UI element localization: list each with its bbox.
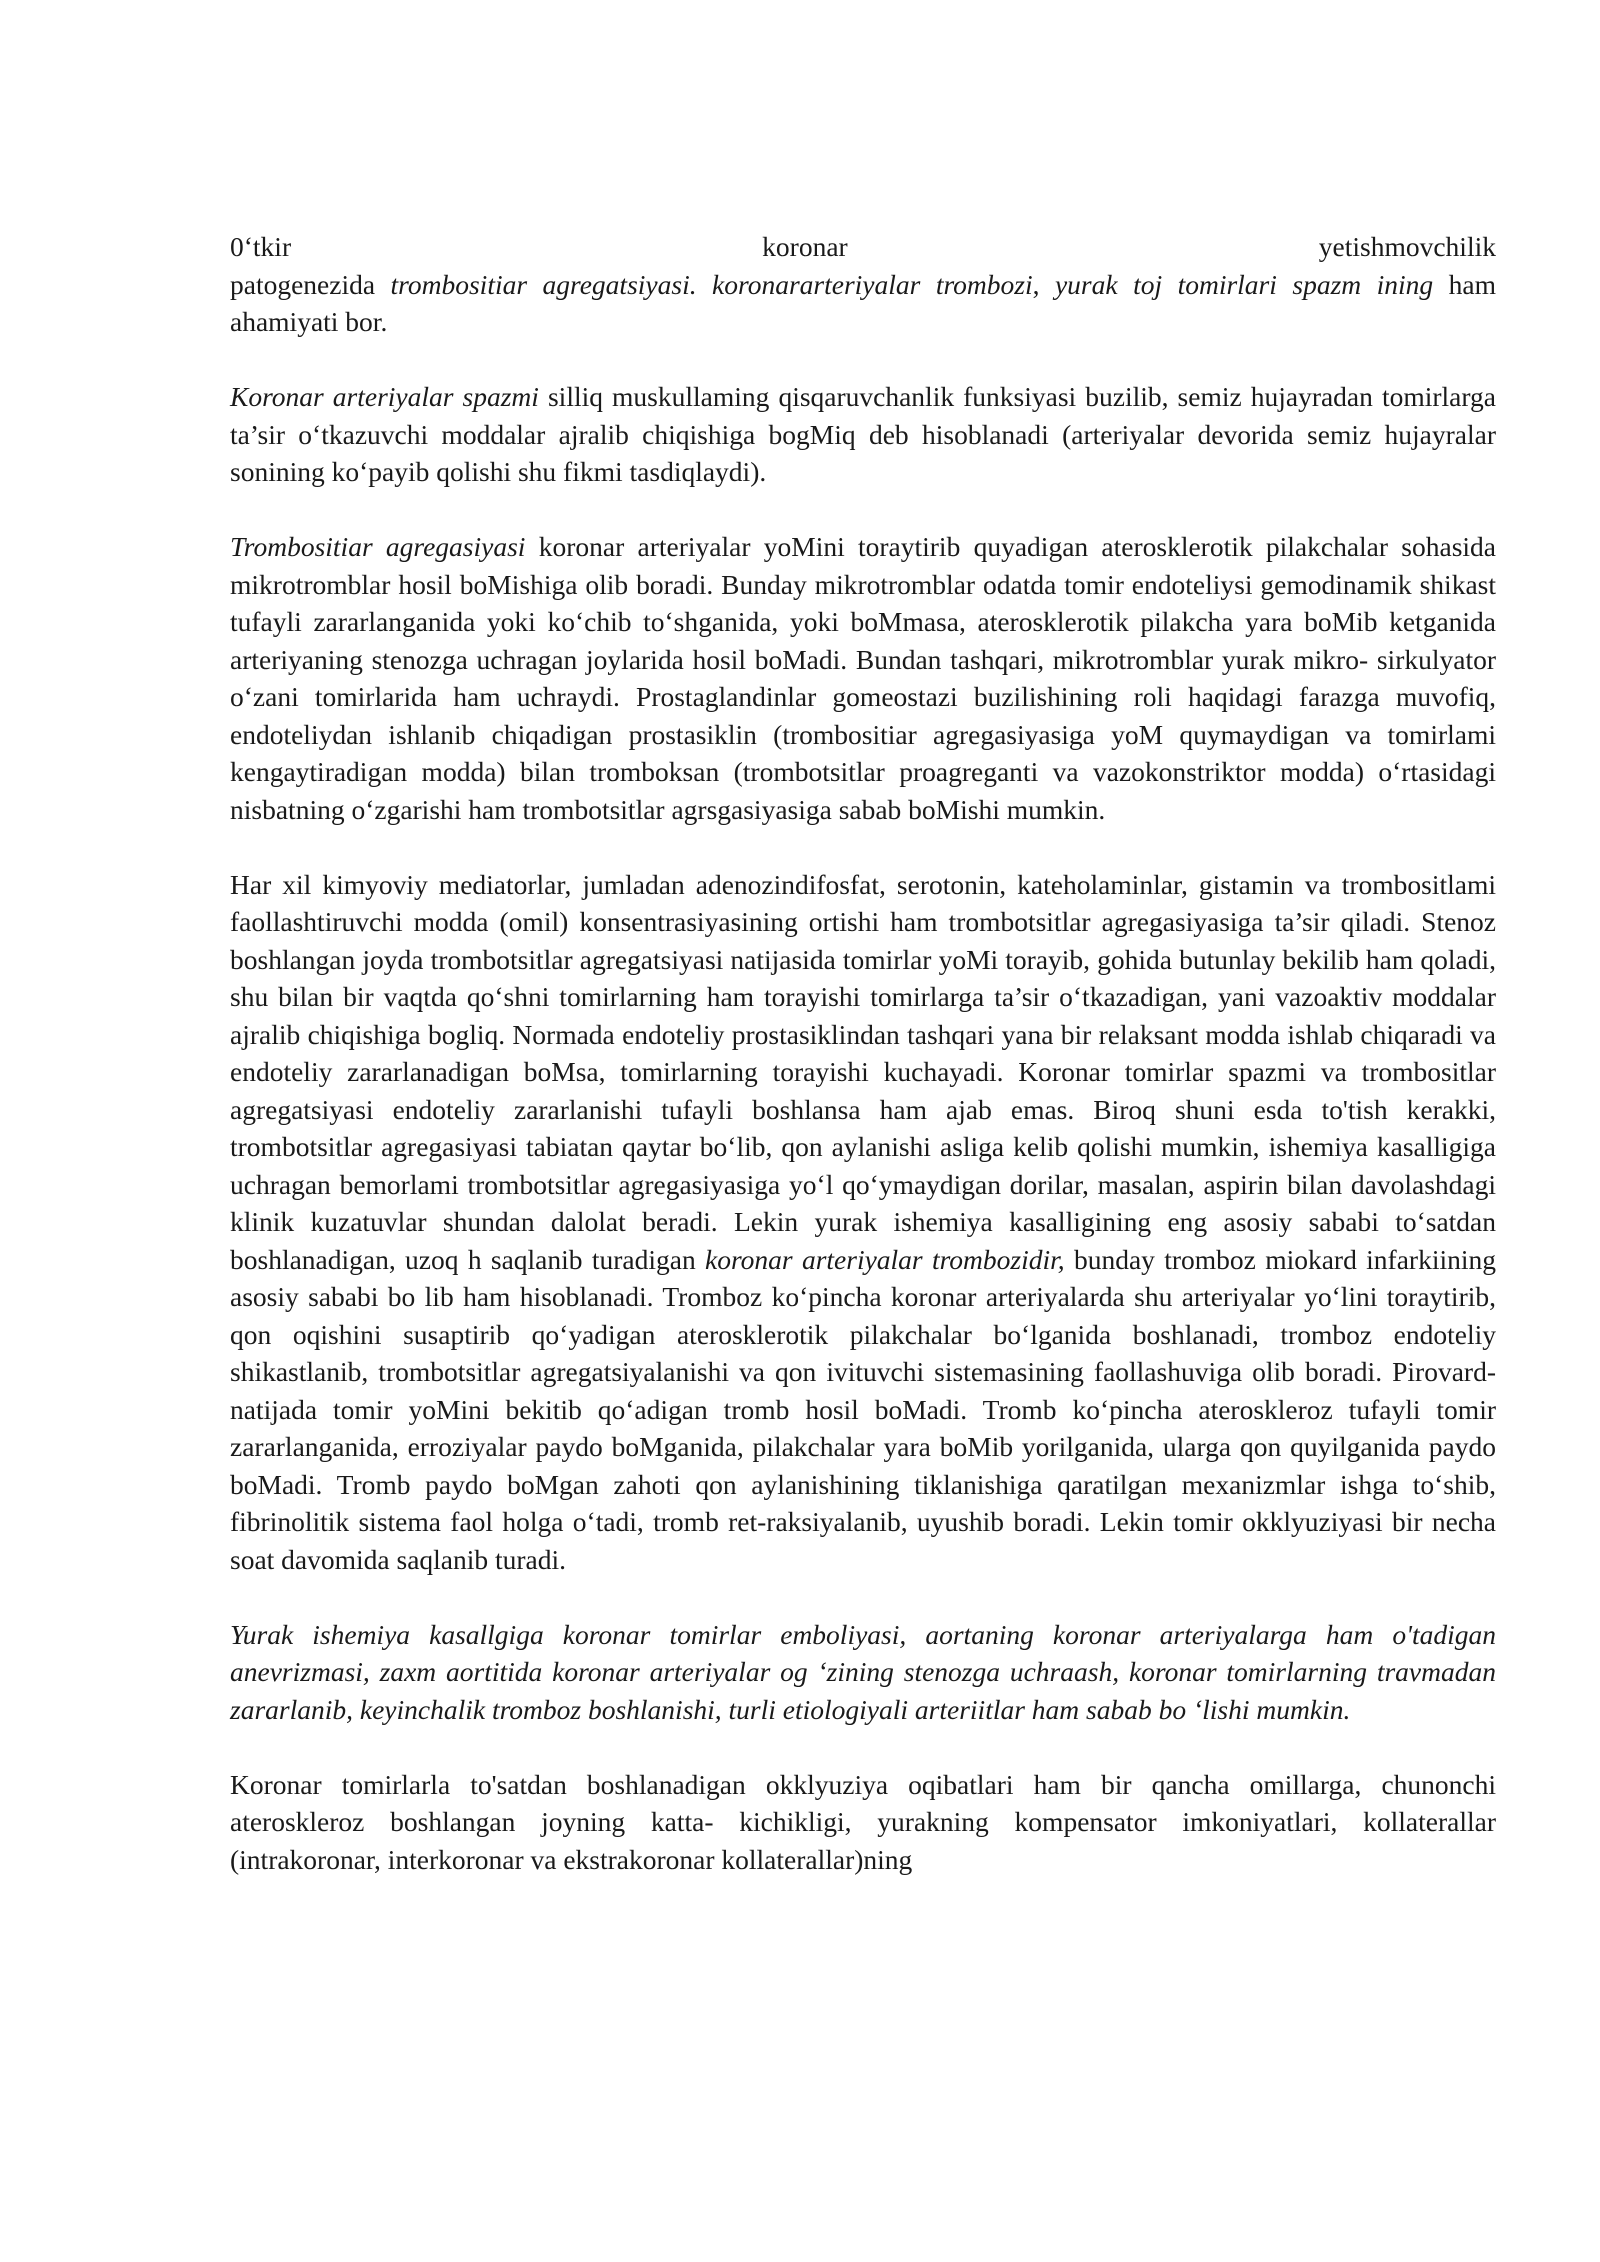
paragraph-3-italic: Trombositiar agregasiyasi xyxy=(230,531,526,562)
paragraph-2 xyxy=(230,378,1496,491)
paragraph-3 xyxy=(230,528,1496,828)
paragraph-1-text-3: ham ahamiyati bor. xyxy=(230,268,1497,337)
paragraph-4-italic: koronar arteriyalar trombozidir, xyxy=(705,1243,1065,1275)
paragraph-6-text: Koronar tomirlarla to'satdan boshlanadigan okklyuziya oqibatlari ham bir qancha omillarga, chunonchi ateroskleroz boshlangan joyning katta- kichikligi, yurakning kompensator imkoniyatlari, kollaterallar (intrakoronar, interkoronar va ekstrakoronar kollaterallar)ning xyxy=(230,1768,1496,1875)
paragraph-1-first-line xyxy=(230,228,1496,266)
word-yetishmovchilik: yetishmovchilik xyxy=(1318,231,1496,262)
paragraph-6 xyxy=(230,1766,1496,1879)
paragraph-2-italic: Koronar arteriyalar spazmi xyxy=(230,381,539,412)
paragraph-5-italic: Yurak ishemiya kasallgiga koronar tomirlar emboliyasi, aortaning koronar arteriyalarga ham o'tadigan anevrizmasi, zaxm aortitida koronar arteriyalar og ‘zining stenozga uchraash, koronar tomirlarning travmadan zararlanib, keyinchalik tromboz boshlanishi, turli etiologiyali arteriitlar ham sabab bo ‘lishi mumkin. xyxy=(230,1618,1496,1725)
paragraph-2-text: silliq muskullaming qisqaruvchanlik funksiyasi buzilib, semiz hujayradan tomirlarga ta’sir o‘tkazuvchi moddalar ajralib chiqishiga bogMiq deb hisoblanadi (arteriyalar devorida semiz hujayralar sonining ko‘payib qolishi shu fikmi tasdiqlaydi). xyxy=(230,381,1496,487)
paragraph-1-italic-1: trombositiar agregatsiyasi. koronararteriyalar trombozi xyxy=(390,268,1033,300)
paragraph-5 xyxy=(230,1616,1496,1729)
paragraph-1-text: patogenezida xyxy=(230,268,391,300)
paragraph-1 xyxy=(230,228,1496,341)
word-otkir: 0‘tkir xyxy=(230,231,292,262)
paragraph-1-text-2: , xyxy=(1032,268,1055,300)
document-page xyxy=(230,228,1496,1878)
paragraph-3-text: koronar arteriyalar yoMini toraytirib quyadigan aterosklerotik pilakchalar sohasida mikrotromblar hosil boMishiga olib boradi. Bunday mikrotromblar odatda tomir endoteliysi gemodinamik shikast tufayli zararlanganida yoki ko‘chib to‘shganida, yoki boMmasa, aterosklerotik pilakcha yara boMib ketganida arteriyaning stenozga uchragan joylarida hosil boMadi. Bundan tashqari, mikrotromblar yurak mikro- sirkulyator o‘zani tomirlarida ham uchraydi. Prostaglandinlar gomeostazi buzilishining roli haqidagi farazga muvofiq, endoteliydan ishlanib chiqadigan prostasiklin (trombositiar agregasiyasiga yoM quymaydigan va tomirlami kengaytiradigan modda) bilan tromboksan (trombotsitlar proagreganti va vazokonstriktor modda) o‘rtasidagi nisbatning o‘zgarishi ham trombotsitlar agrsgasiyasiga sabab boMishi mumkin. xyxy=(230,531,1497,825)
paragraph-4 xyxy=(230,866,1496,1579)
paragraph-4-text-2: bunday tromboz miokard infarkiining asosiy sababi bo lib ham hisoblanadi. Tromboz ko‘pincha koronar arteriyalarda shu arteriyalar yo‘lini toraytirib, qon oqishini susaptirib qo‘yadigan aterosklerotik pilakchalar bo‘lganida boshlanadi, tromboz endoteliy shikastlanib, trombotsitlar agregatsiyalanishi va qon ivituvchi sistemasining faollashuviga olib boradi. Pirovard-natijada tomir yoMini bekitib qo‘adigan tromb hosil boMadi. Tromb ko‘pincha ateroskleroz tufayli tomir zararlanganida, erroziyalar paydo boMganida, pilakchalar yara boMib yorilganida, ularga qon quyilganida paydo boMadi. Tromb paydo boMgan zahoti qon aylanishining tiklanishiga qaratilgan mexanizmlar ishga to‘shib, fibrinolitik sistema faol holga o‘tadi, tromb ret-raksiyalanib, uyushib boradi. Lekin tomir okklyuziyasi bir necha soat davomida saqlanib turadi. xyxy=(230,1243,1496,1575)
paragraph-1-italic-2: yurak toj tomirlari spazm ining xyxy=(1054,268,1434,300)
paragraph-4-text: Har xil kimyoviy mediatorlar, jumladan adenozindifosfat, serotonin, kateholaminlar, gistamin va trombositlami faollashtiruvchi modda (omil) konsentrasiyasining ortishi ham trombotsitlar agregasiyasiga ta’sir qiladi. Stenoz boshlangan joyda trombotsitlar agregatsiyasi natijasida tomirlar yoMi torayib, gohida butunlay bekilib ham qoladi, shu bilan bir vaqtda qo‘shni tomirlarning ham torayishi tomirlarga ta’sir o‘tkazadigan, yani vazoaktiv moddalar ajralib chiqishiga bogliq. Normada endoteliy prostasiklindan tashqari yana bir relaksant modda ishlab chiqaradi va endoteliy zararlanadigan boMsa, tomirlarning torayishi kuchayadi. Koronar tomirlar spazmi va trombositlar agregatsiyasi endoteliy zararlanishi tufayli boshlansa ham ajab emas. Biroq shuni esda to'tish kerakki, trombotsitlar agregasiyasi tabiatan qaytar bo‘lib, qon aylanishi asliga kelib qolishi mumkin, ishemiya kasalligiga uchragan bemorlami trombotsitlar agregasiyasiga yo‘l qo‘ymaydigan dorilar, masalan, aspirin bilan davolashdagi klinik kuzatuvlar shundan dalolat beradi. Lekin yurak ishemiya kasalligining eng asosiy sababi to‘satdan boshlanadigan, uzoq h saqlanib turadigan xyxy=(230,868,1496,1275)
word-koronar: koronar xyxy=(762,231,848,262)
